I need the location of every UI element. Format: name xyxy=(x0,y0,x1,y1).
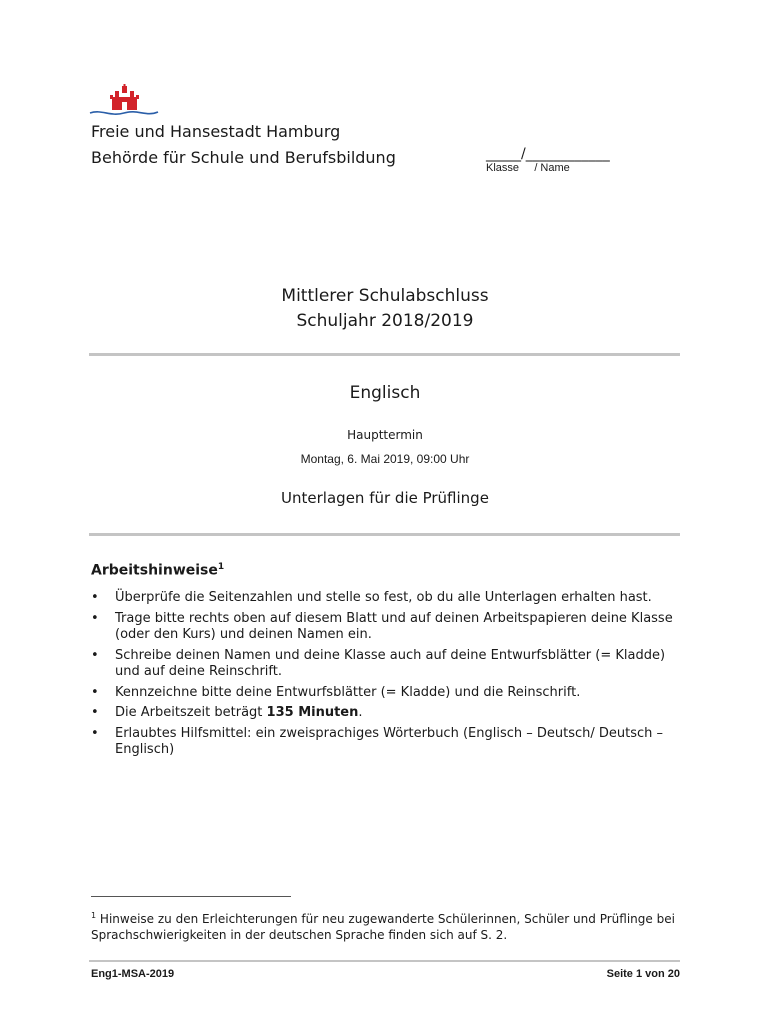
hints-heading xyxy=(91,562,224,579)
klasse-label: Klasse xyxy=(486,162,520,174)
page-number: Seite 1 von 20 xyxy=(606,968,680,980)
hint-text: Erlaubtes Hilfsmittel: ein zweisprachiges Wörterbuch (Englisch – Deutsch/ Deutsch – Englisch) xyxy=(115,725,664,757)
exam-title xyxy=(0,284,770,334)
exam-title-line-2: Schuljahr 2018/2019 xyxy=(296,311,474,331)
divider-middle xyxy=(89,533,680,536)
authority-line-2: Behörde für Schule und Berufsbildung xyxy=(91,148,396,167)
exam-date: Montag, 6. Mai 2019, 09:00 Uhr xyxy=(300,452,470,466)
hint-text: Trage bitte rechts oben auf diesem Blatt und auf deinen Arbeitspapieren deine Klasse (oder den Kurs) und deinen Namen ein. xyxy=(115,610,673,642)
hamburg-castle-logo-icon xyxy=(88,84,160,118)
footnote-number: 1 xyxy=(91,911,97,920)
hints-list xyxy=(91,590,691,763)
footnote-text: Hinweise zu den Erleichterungen für neu zugewanderte Schülerinnen, Schüler und Prüflinge bei Sprachschwierigkeiten in der deutschen Sprache finden sich auf S. 2. xyxy=(91,912,675,942)
list-item xyxy=(91,685,691,702)
footnote xyxy=(91,908,691,943)
name-label: / Name xyxy=(534,162,570,174)
hints-heading-text: Arbeitshinweise xyxy=(91,562,218,579)
bullet-icon: • xyxy=(91,590,99,605)
hint-text-after: . xyxy=(358,705,363,720)
unterlagen-label: Unterlagen für die Prüflinge xyxy=(281,489,489,507)
footnote-divider xyxy=(91,896,291,897)
class-name-field[interactable] xyxy=(486,146,662,174)
bullet-icon: • xyxy=(91,610,99,626)
termin-label: Haupttermin xyxy=(347,428,423,442)
list-item xyxy=(91,611,691,644)
hint-text: Kennzeichne bitte deine Entwurfsblätter (= Kladde) und die Reinschrift. xyxy=(115,684,581,700)
hint-text-before: Die Arbeitszeit beträgt xyxy=(115,705,267,720)
list-item xyxy=(91,590,691,607)
hint-text: Überprüfe die Seitenzahlen und stelle so fest, ob du alle Unterlagen erhalten hast. xyxy=(115,590,652,605)
footnote-marker: 1 xyxy=(217,562,225,572)
footer-code: Eng1-MSA-2019 xyxy=(91,968,175,980)
authority-line-1: Freie und Hansestadt Hamburg xyxy=(91,122,341,141)
bullet-icon: • xyxy=(91,725,99,741)
subject-title: Englisch xyxy=(349,383,421,403)
list-item xyxy=(91,705,691,722)
hint-text-bold: 135 Minuten xyxy=(266,705,359,720)
divider-top xyxy=(89,353,680,356)
bullet-icon: • xyxy=(91,647,99,663)
footer-divider xyxy=(89,960,680,962)
bullet-icon: • xyxy=(91,684,99,700)
exam-title-line-1: Mittlerer Schulabschluss xyxy=(281,286,489,306)
bullet-icon: • xyxy=(91,705,99,720)
list-item xyxy=(91,726,691,759)
list-item xyxy=(91,648,691,681)
class-name-line[interactable]: _____/____________ xyxy=(486,146,610,162)
hint-text: Schreibe deinen Namen und deine Klasse auch auf deine Entwurfsblätter (= Kladde) und auf deine Reinschrift. xyxy=(115,647,666,679)
